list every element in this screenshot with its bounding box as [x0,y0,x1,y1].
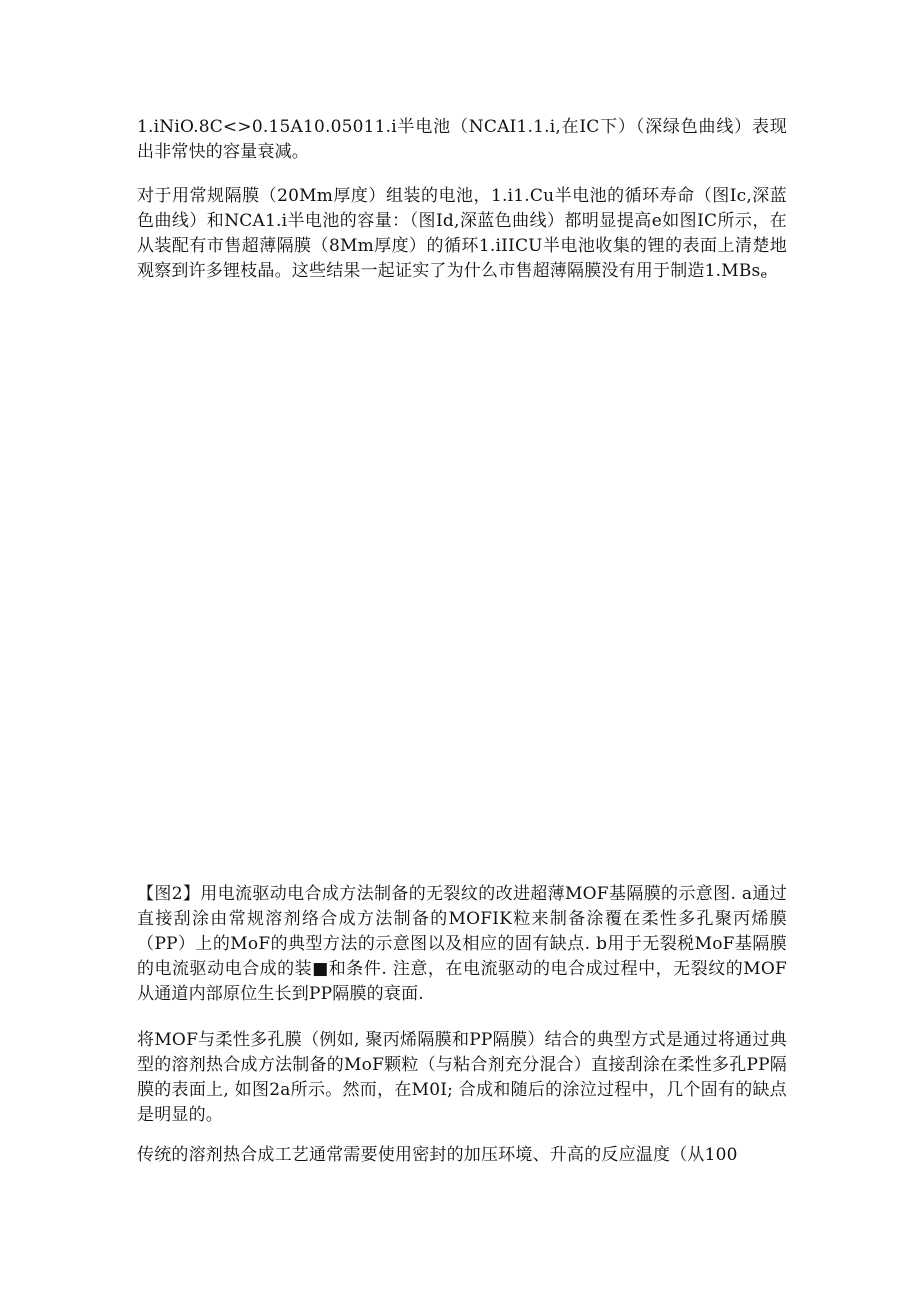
paragraph-separator-comparison [137,184,787,287]
paragraph-solvothermal-process: 传统的溶剂热合成工艺通常需要使用密封的加压环境、升高的反应温度（从100 [137,1145,738,1165]
paragraph-ncal-half-cell: 1.iNiO.8C<>0.15A10.05011.i半电池（NCAI1.1.i,在IC下）（深绿色曲线）表现出非常快的容量衰减。 [137,117,787,162]
paragraph-separator-comparison-text: 对于用常规隔膜（20Mm厚度）组装的电池，1.i1.Cu半电池的循环寿命（图Ic,深蓝色曲线）和NCA1.i半电池的容量：（图Id,深蓝色曲线）都明显提高e如图IC所示，在从装配有市售超薄隔膜（8Mm厚度）的循环1.iIICU半电池收集的锂的表面上清楚地观察到许多锂枝晶。这些结果一起证实了为什么市售超薄隔膜没有用于制造1.MBs [137,186,787,281]
subscript-e: e [760,268,768,281]
figure-2-caption: 【图2】用电流驱动电合成方法制备的无裂纹的改进超薄MOF基隔膜的示意图. a通过直接刮涂由常规溶剂络合成方法制备的MOFIK粒来制备涂覆在柔性多孔聚丙烯膜（PP）上的MoF的典型方法的示意图以及相应的固有缺点. b用于无裂税MoF基隔膜的电流驱动电合成的装■和条件. 注意，在电流驱动的电合成过程中，无裂纹的MOF从通道内部原位生长到PP隔膜的衰面. [137,884,787,1004]
paragraph-mof-combination: 将MOF与柔性多孔膜（例如, 聚丙烯隔膜和PP隔膜）结合的典型方式是通过将通过典型的溶剂热合成方法制备的MoF颗粒（与粘合剂充分混合）直接刮涂在柔性多孔PP隔膜的表面上, 如图2a所示。然而，在M0I; 合成和随后的涂泣过程中，几个固有的缺点是明显的。 [137,1030,787,1125]
